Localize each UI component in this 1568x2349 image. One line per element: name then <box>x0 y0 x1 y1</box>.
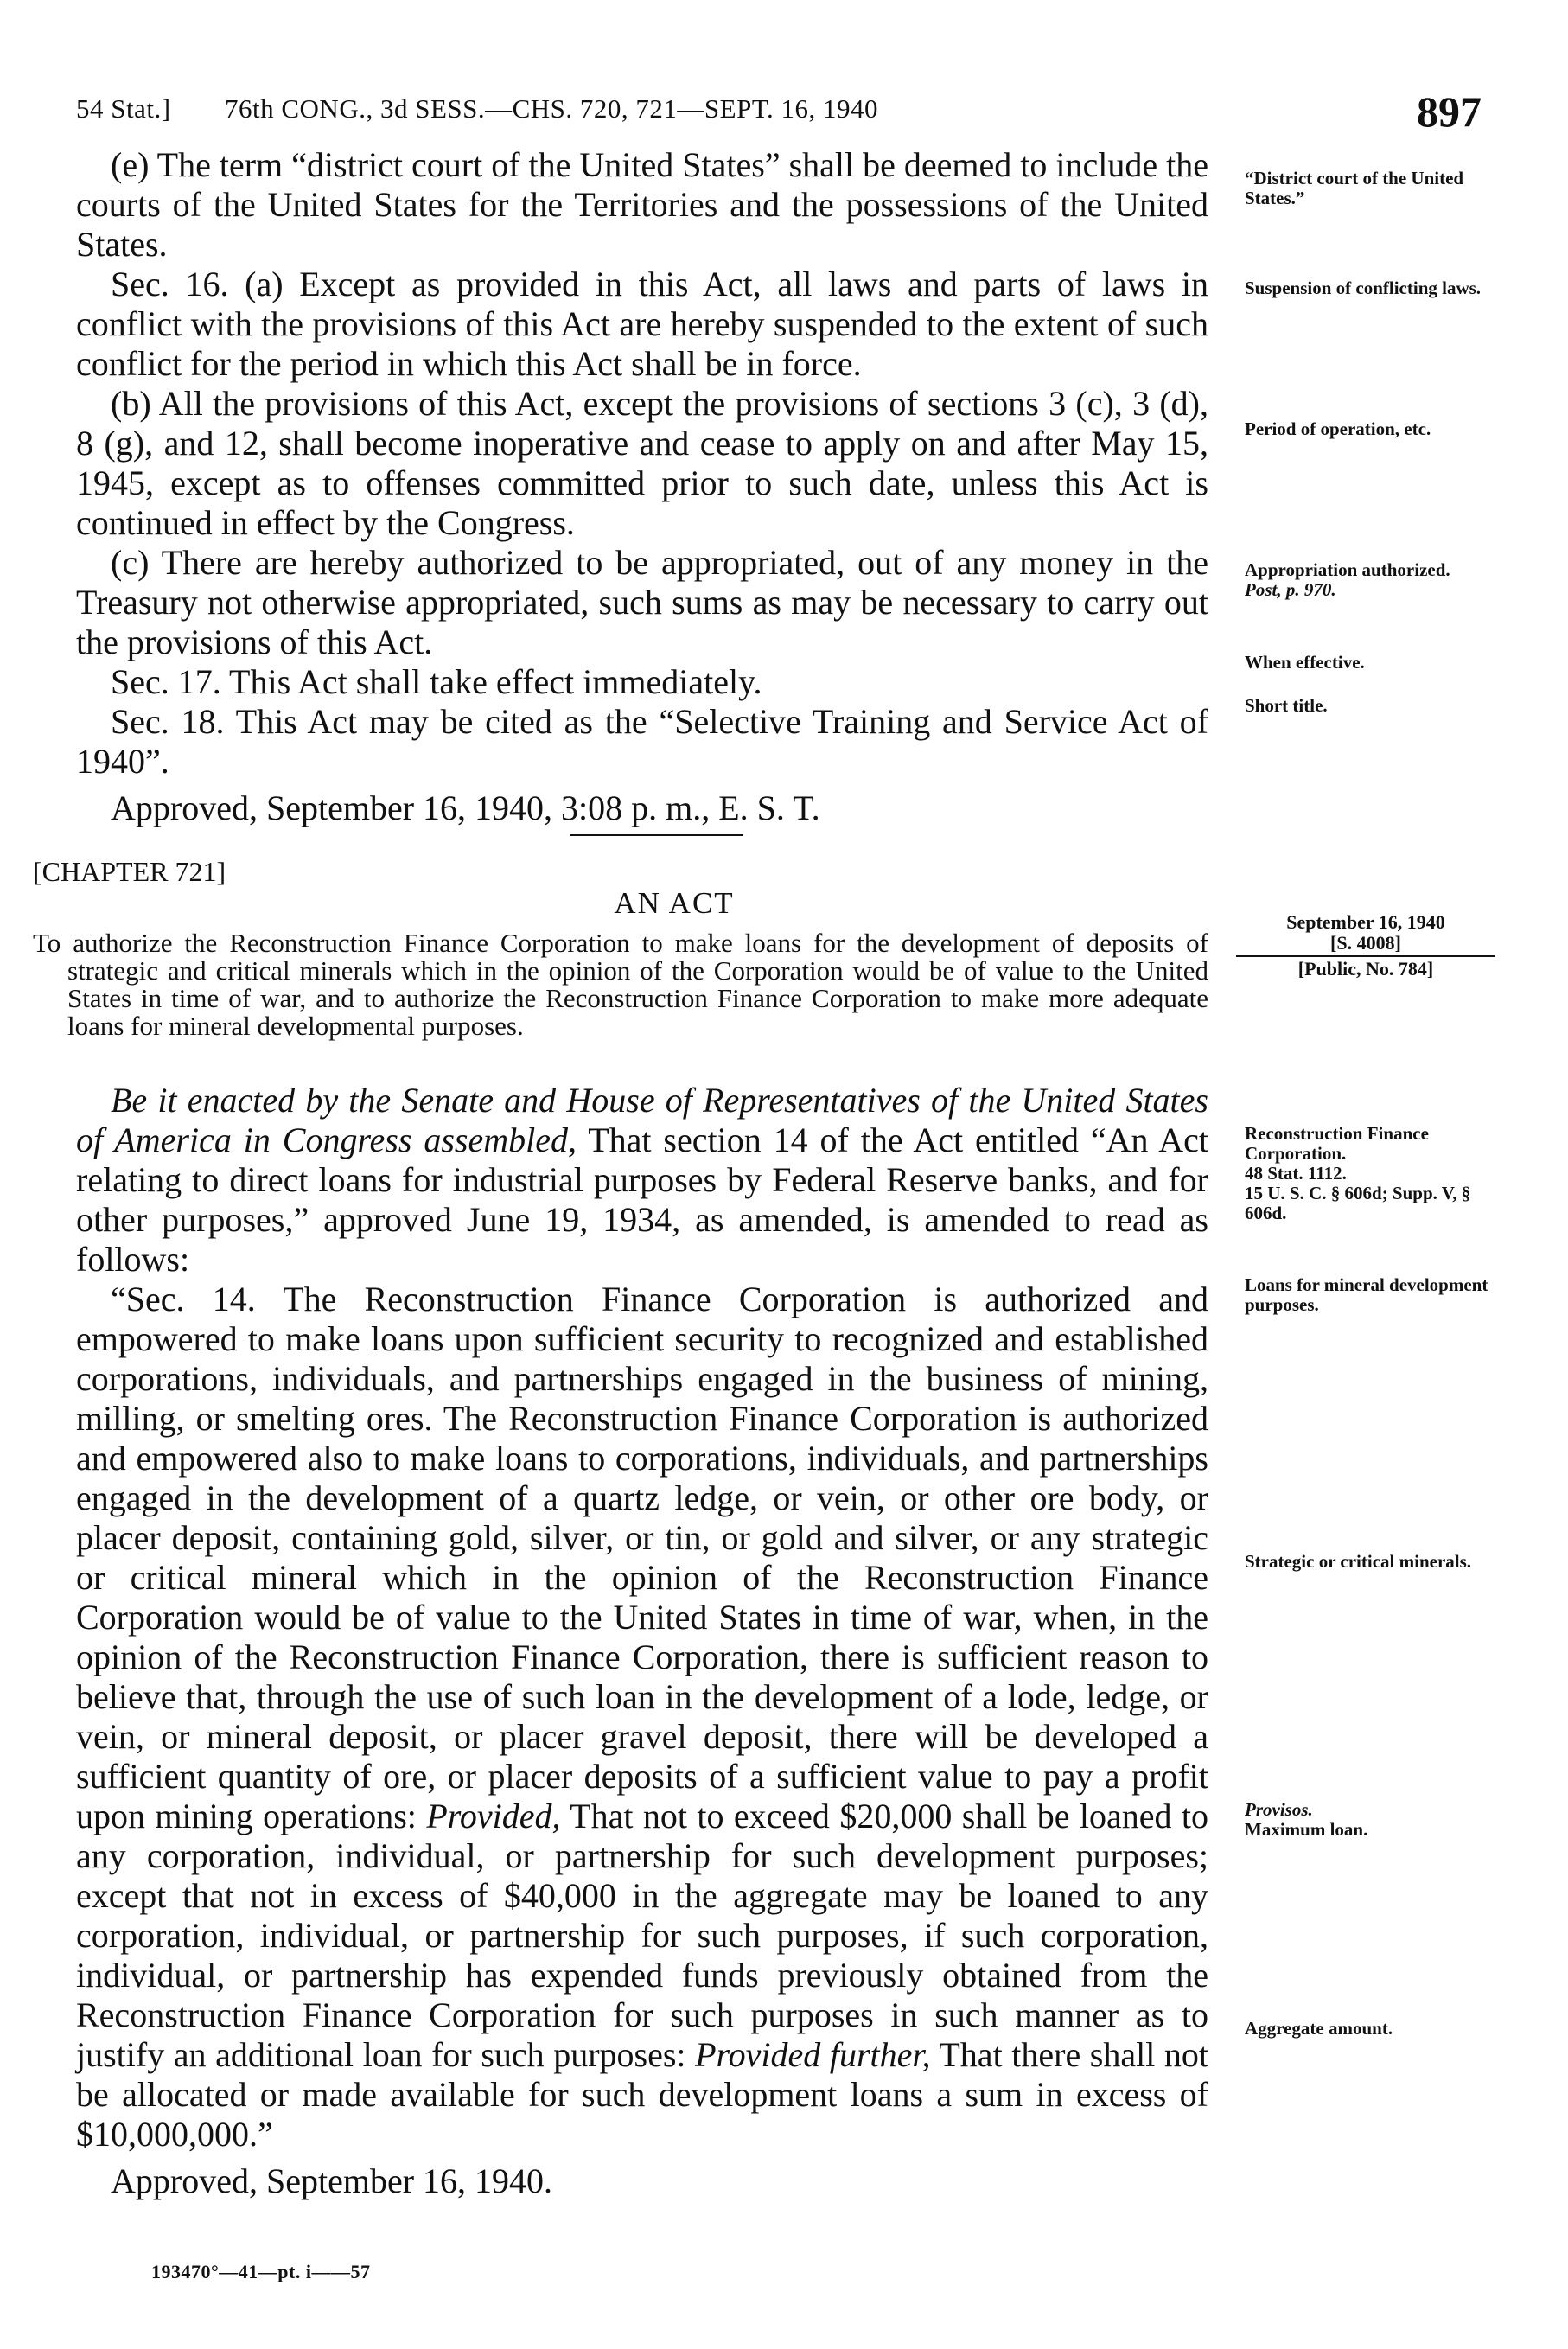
approval-721: Approved, September 16, 1940. <box>111 2161 553 2200</box>
margin-note-appropriation-text: Appropriation authorized. <box>1245 559 1450 580</box>
approval-720: Approved, September 16, 1940, 3:08 p. m., E. S. T. <box>111 788 820 827</box>
act-caption-block <box>33 929 1208 1040</box>
header-session: 76th CONG., 3d SESS.—CHS. 720, 721—SEPT. 16, 1940 <box>225 93 878 124</box>
bill-number: [S. 4008] <box>1236 933 1495 957</box>
margin-note-aggregate: Aggregate amount. <box>1245 2018 1393 2039</box>
margin-note-short-title: Short title. <box>1245 695 1328 716</box>
proviso-provided-further: Provided further, <box>695 2035 931 2074</box>
section-16-c: (c) There are hereby authorized to be appropriated, out of any money in the Treasury not otherwise appropriated, such sums as may be necessary to carry out the provisions of this Act. <box>76 543 1208 661</box>
margin-note-rfc <box>1245 1124 1504 1223</box>
margin-note-suspension: Suspension of conflicting laws. <box>1245 278 1482 298</box>
section-16-a: Sec. 16. (a) Except as provided in this Act, all laws and parts of laws in conflict with the provisions of this Act are hereby suspended to the extent of such conflict for the period in which this Act shall be in force. <box>76 265 1208 383</box>
chapter-721-text <box>76 1081 1208 2201</box>
section-14-part-1: “Sec. 14. The Reconstruction Finance Corporation is authorized and empowered to make loans upon sufficient security to recognized and established corporations, individuals, and partnerships engaged in the business of mining, milling, or smelting ores. The Reconstruction Finance Corporation is authorized and empowered also to make loans to corporations, individuals, and partnerships engaged in the development of a quartz ledge, or vein, or other ore body, or placer deposit, containing gold, silver, or tin, or gold and silver, or any strategic or critical mineral which in the opinion of the Reconstruction Finance Corporation would be of value to the United States in time of war, when, in the opinion of the Reconstruction Finance Corporation, there is sufficient reason to believe that, through the use of such loan in the development of a lode, ledge, or vein, or mineral deposit, or placer gravel deposit, there will be developed a sufficient quantity of ore, or placer deposits of a sufficient value to pay a profit upon mining operations: <box>76 1280 1208 1835</box>
chapter-separator-rule <box>570 834 743 836</box>
act-caption: To authorize the Reconstruction Finance Corporation to make loans for the development of deposits of strategic and critical minerals which in the opinion of the Corporation would be of value to the United States in time of war, and to authorize the Reconstruction Finance Corporation to make more adequate loans for mineral developmental purposes. <box>33 928 1208 1041</box>
section-14-part-2: That not to exceed $20,000 shall be loaned to any corporation, individual, or partnership for such development purposes; except that not in excess of $40,000 in the aggregate may be loaned to any corporation, individual, or partnership for such purposes, if such corporation, individual, or partnership has expended funds previously obtained from the Reconstruction Finance Corporation for such purposes in such manner as to justify an additional loan for such purposes: <box>76 1797 1209 2074</box>
print-code-footer: 193470°—41—pt. i——57 <box>151 2261 371 2282</box>
enacting-formula: Be it enacted by the Senate and House of Representatives of the United States of America in Congress assembled, <box>76 1081 1208 1159</box>
margin-note-period: Period of operation, etc. <box>1245 418 1431 439</box>
margin-note-loans: Loans for mineral development purposes. <box>1245 1274 1488 1315</box>
header-volume: 54 Stat.] <box>76 93 171 124</box>
page-number: 897 <box>1417 87 1482 136</box>
section-16-b: (b) All the provisions of this Act, except the provisions of sections 3 (c), 3 (d), 8 (g), and 12, shall become inoperative and cease to apply on and after May 15, 1945, except as to offenses committed prior to such date, unless this Act is continued in effect by the Congress. <box>76 384 1208 542</box>
margin-note-when-effective: When effective. <box>1245 652 1365 673</box>
bill-citation-block <box>1236 912 1495 980</box>
chapter-720-text <box>76 145 1208 828</box>
section-15-e: (e) The term “district court of the United States” shall be deemed to include the courts of the United States for the Territories and the possessions of the United States. <box>76 145 1208 264</box>
margin-note-appropriation <box>1245 560 1504 600</box>
section-14 <box>76 1280 1208 2154</box>
margin-note-rfc-ref2: 15 U. S. C. § 606d; Supp. V, § 606d. <box>1245 1183 1471 1223</box>
public-law-number: [Public, No. 784] <box>1297 958 1434 980</box>
act-heading: AN ACT <box>614 886 735 920</box>
enacting-clause <box>76 1081 1208 1280</box>
margin-note-maximum-loan: Maximum loan. <box>1245 1819 1368 1840</box>
bill-date: September 16, 1940 <box>1286 911 1445 933</box>
margin-note-appropriation-ref: Post, p. 970. <box>1245 579 1336 600</box>
margin-note-district-court: “District court of the United States.” <box>1245 168 1464 208</box>
margin-note-rfc-ref1: 48 Stat. 1112. <box>1245 1163 1347 1184</box>
chapter-721-label: [CHAPTER 721] <box>33 856 226 887</box>
section-17: Sec. 17. This Act shall take effect immediately. <box>111 662 762 701</box>
enacting-text: That section 14 of the Act entitled “An Act relating to direct loans for industrial purposes by Federal Reserve banks, and for other purposes,” approved June 19, 1934, as amended, is amended to read as follows: <box>76 1120 1209 1279</box>
margin-note-provisos-label: Provisos. <box>1245 1799 1313 1820</box>
section-14-part-3: That there shall not be allocated or made available for such development loans a sum in excess of $10,000,000.” <box>76 2035 1208 2154</box>
margin-note-provisos <box>1245 1800 1504 1840</box>
margin-note-strategic: Strategic or critical minerals. <box>1245 1551 1472 1572</box>
margin-note-rfc-text: Reconstruction Finance Corporation. <box>1245 1123 1429 1164</box>
section-18: Sec. 18. This Act may be cited as the “Selective Training and Service Act of 1940”. <box>76 702 1208 781</box>
proviso-provided: Provided, <box>426 1797 561 1835</box>
